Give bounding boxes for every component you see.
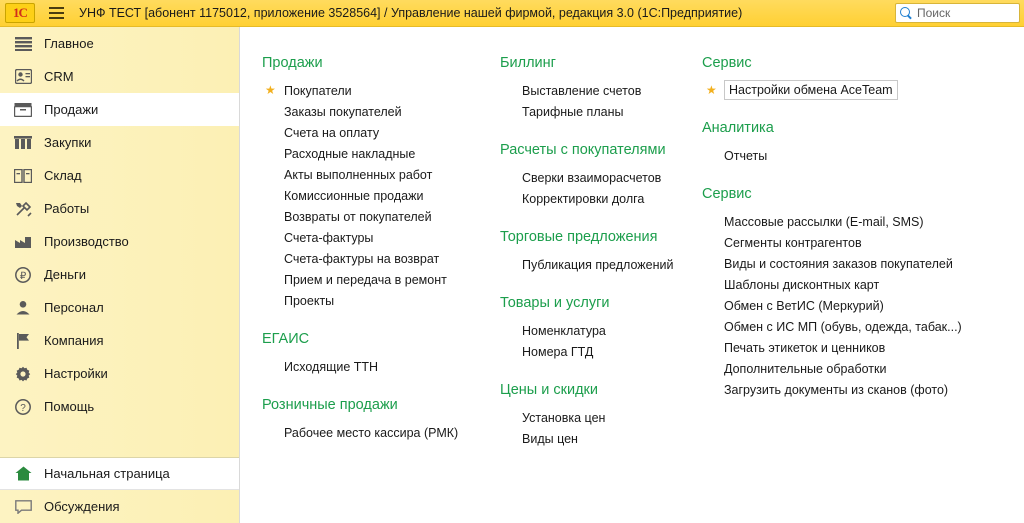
link-label: Расходные накладные — [284, 146, 416, 161]
link-label: Прием и передача в ремонт — [284, 272, 447, 287]
link-scheta-faktury-na-vozvrat[interactable] — [262, 248, 500, 269]
group-title[interactable]: Аналитика — [702, 120, 774, 136]
column-1 — [262, 55, 500, 469]
sidebar-item-dengi[interactable] — [0, 258, 239, 291]
link-label: Дополнительные обработки — [724, 361, 887, 376]
link-label: Номенклатура — [522, 323, 606, 338]
sidebar-item-label: Главное — [44, 36, 94, 51]
group-title[interactable]: Розничные продажи — [262, 397, 398, 413]
column-2 — [500, 55, 702, 469]
sidebar-item-raboty[interactable] — [0, 192, 239, 225]
chat-icon — [12, 497, 34, 517]
link-obmen-s-is-mp[interactable] — [702, 316, 1024, 337]
flag-icon — [12, 331, 34, 351]
svg-text:₽: ₽ — [19, 270, 27, 282]
sidebar-item-glavnoe[interactable] — [0, 27, 239, 60]
factory-icon — [12, 232, 34, 252]
sidebar-item-label: CRM — [44, 69, 74, 84]
link-label: Покупатели — [284, 83, 352, 98]
link-label: Заказы покупателей — [284, 104, 402, 119]
sidebar-item-label: Персонал — [44, 300, 104, 315]
sidebar-item-kompaniya[interactable] — [0, 324, 239, 357]
link-label: Исходящие ТТН — [284, 359, 379, 374]
sidebar-item-label: Производство — [44, 234, 129, 249]
sidebar-item-label: Начальная страница — [44, 466, 170, 481]
link-label: Массовые рассылки (E-mail, SMS) — [724, 214, 924, 229]
person-icon — [12, 298, 34, 318]
link-label: Сегменты контрагентов — [724, 235, 862, 250]
group-billing — [500, 55, 702, 122]
group-egais — [262, 331, 500, 377]
link-label: Виды и состояния заказов покупателей — [724, 256, 953, 271]
link-label: Обмен с ВетИС (Меркурий) — [724, 298, 884, 313]
sidebar-item-label: Обсуждения — [44, 499, 120, 514]
star-icon: ★ — [265, 83, 276, 97]
link-label: Рабочее место кассира (РМК) — [284, 425, 459, 440]
link-proekty[interactable] — [262, 290, 500, 311]
column-3 — [702, 55, 1024, 469]
home-icon — [12, 464, 34, 484]
sidebar-item-discussions[interactable] — [0, 490, 239, 523]
link-scheta-na-oplatu[interactable] — [262, 122, 500, 143]
sidebar-item-personal[interactable] — [0, 291, 239, 324]
group-raschety-s-pokupatelyami — [500, 142, 702, 209]
sidebar-item-sklad[interactable] — [0, 159, 239, 192]
sidebar-spacer — [0, 423, 239, 457]
sidebar-item-home[interactable] — [0, 457, 239, 490]
sidebar-item-label: Деньги — [44, 267, 86, 282]
link-label: Обмен с ИС МП (обувь, одежда, табак...) — [724, 319, 962, 334]
group-title[interactable]: Биллинг — [500, 55, 556, 71]
group-title[interactable]: Товары и услуги — [500, 295, 610, 311]
link-label: Акты выполненных работ — [284, 167, 433, 182]
money-icon — [12, 265, 34, 285]
link-komissionnye-prodazhi[interactable] — [262, 185, 500, 206]
link-label: Настройки обмена AceTeam — [729, 83, 893, 97]
link-vidy-i-sostoyaniya-zakazov[interactable] — [702, 253, 1024, 274]
list-icon — [12, 34, 34, 54]
sidebar-item-proizvodstvo[interactable] — [0, 225, 239, 258]
group-tovary-i-uslugi — [500, 295, 702, 362]
link-label: Сверки взаиморасчетов — [522, 170, 662, 185]
link-label: Выставление счетов — [522, 83, 642, 98]
sidebar-item-label: Продажи — [44, 102, 99, 117]
link-korrektirovki-dolga[interactable] — [500, 188, 702, 209]
link-label: Установка цен — [522, 410, 606, 425]
link-obmen-s-vetis[interactable] — [702, 295, 1024, 316]
link-tarifnye-plany[interactable] — [500, 101, 702, 122]
tools-icon — [12, 199, 34, 219]
link-label: Возвраты от покупателей — [284, 209, 432, 224]
sidebar-item-label: Настройки — [44, 366, 108, 381]
sidebar-item-zakupki[interactable] — [0, 126, 239, 159]
link-segmenty-kontragentov[interactable] — [702, 232, 1024, 253]
sidebar-item-prodazhi[interactable] — [0, 93, 239, 126]
link-vidy-tsen[interactable] — [500, 428, 702, 449]
group-servis — [702, 186, 1024, 400]
title-bar — [0, 0, 1024, 27]
link-massovye-rassylki[interactable] — [702, 211, 1024, 232]
link-publikatsiya-predlozheniy[interactable] — [500, 254, 702, 275]
link-rabochee-mesto-kassira[interactable] — [262, 422, 500, 443]
link-scheta-faktury[interactable] — [262, 227, 500, 248]
link-iskhodyashchie-ttn[interactable] — [262, 356, 500, 377]
link-label: Тарифные планы — [522, 104, 624, 119]
link-label: Публикация предложений — [522, 257, 674, 272]
link-dopolnitelnye-obrabotki[interactable] — [702, 358, 1024, 379]
group-prodazhi — [262, 55, 500, 311]
sidebar-item-pomoshch[interactable] — [0, 390, 239, 423]
group-title[interactable]: Сервис — [702, 186, 752, 202]
star-icon: ★ — [706, 83, 717, 97]
link-raskhodnye-nakladnye[interactable] — [262, 143, 500, 164]
link-label: Счета на оплату — [284, 125, 380, 140]
group-title[interactable]: Сервис — [702, 55, 752, 71]
sidebar-item-label: Помощь — [44, 399, 95, 414]
link-zakazy-pokupateley[interactable] — [262, 101, 500, 122]
link-label: Проекты — [284, 293, 335, 308]
link-nomenklatura[interactable] — [500, 320, 702, 341]
link-label: Виды цен — [522, 431, 578, 446]
link-label: Шаблоны дисконтных карт — [724, 277, 880, 292]
search-placeholder: Поиск — [917, 6, 951, 20]
link-label: Счета-фактуры на возврат — [284, 251, 440, 266]
link-columns — [240, 55, 1024, 469]
content-area — [240, 27, 1024, 523]
window-title: УНФ ТЕСТ [абонент 1175012, приложение 3528564] / Управление нашей фирмой, редакция 3.0 (1С:Предприятие) — [79, 6, 743, 20]
sidebar-item-label: Склад — [44, 168, 82, 183]
link-label: Счета-фактуры — [284, 230, 374, 245]
sidebar-item-nastroyki[interactable] — [0, 357, 239, 390]
link-pechat-etiketok-i-tsennikov[interactable] — [702, 337, 1024, 358]
sidebar-item-label: Компания — [44, 333, 104, 348]
warehouse-icon — [12, 166, 34, 186]
link-sverki-vzaimoraschetov[interactable] — [500, 167, 702, 188]
link-ustanovka-tsen[interactable] — [500, 407, 702, 428]
link-zagruzit-dokumenty-iz-skanov[interactable] — [702, 379, 1024, 400]
link-label: Комиссионные продажи — [284, 188, 424, 203]
link-akty-vypolnennykh-rabot[interactable] — [262, 164, 500, 185]
gear-icon — [12, 364, 34, 384]
search-icon — [900, 7, 913, 20]
link-otchety[interactable] — [702, 145, 1024, 166]
link-vozvraty-ot-pokupateley[interactable] — [262, 206, 500, 227]
link-label: Корректировки долга — [522, 191, 645, 206]
hamburger-menu-icon[interactable] — [45, 2, 67, 24]
group-tseny-i-skidki — [500, 382, 702, 449]
sidebar-item-label: Закупки — [44, 135, 92, 150]
group-servis-top — [702, 55, 1024, 100]
contacts-icon — [12, 67, 34, 87]
group-title[interactable]: Продажи — [262, 55, 323, 71]
link-pokupateli[interactable] — [262, 80, 500, 101]
group-title[interactable]: Торговые предложения — [500, 229, 658, 245]
app-logo-icon: 1C — [5, 3, 35, 23]
group-roznichnye-prodazhi — [262, 397, 500, 443]
search-input[interactable] — [895, 3, 1020, 23]
group-torgovye-predlozheniya — [500, 229, 702, 275]
sidebar — [0, 27, 240, 523]
purchases-icon — [12, 133, 34, 153]
link-vystavlenie-schetov[interactable] — [500, 80, 702, 101]
link-nomera-gtd[interactable] — [500, 341, 702, 362]
link-label: Номера ГТД — [522, 344, 594, 359]
group-title[interactable]: Расчеты с покупателями — [500, 142, 666, 158]
link-label: Отчеты — [724, 148, 768, 163]
group-title[interactable]: Цены и скидки — [500, 382, 598, 398]
help-icon — [12, 397, 34, 417]
group-analitika — [702, 120, 1024, 166]
link-priem-i-peredacha-v-remont[interactable] — [262, 269, 500, 290]
sales-icon — [12, 100, 34, 120]
link-nastroyki-obmena-aceteam[interactable] — [706, 80, 898, 100]
sidebar-item-crm[interactable] — [0, 60, 239, 93]
link-label: Загрузить документы из сканов (фото) — [724, 382, 949, 397]
link-shablony-diskontnykh-kart[interactable] — [702, 274, 1024, 295]
link-label: Печать этикеток и ценников — [724, 340, 886, 355]
group-title[interactable]: ЕГАИС — [262, 331, 310, 347]
svg-text:?: ? — [20, 402, 26, 414]
main-body — [0, 27, 1024, 523]
sidebar-item-label: Работы — [44, 201, 90, 216]
